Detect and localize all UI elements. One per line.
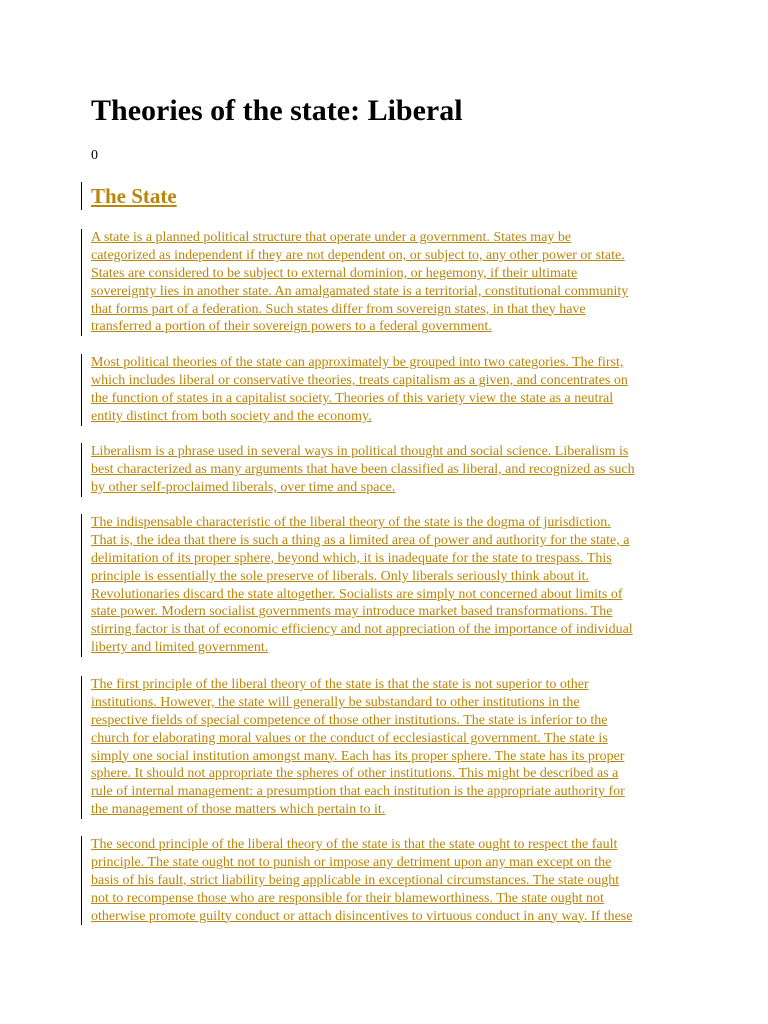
document-title: Theories of the state: Liberal [91, 94, 463, 127]
paragraph-line [91, 372, 681, 390]
paragraph-line [91, 603, 681, 621]
paragraph-link-text[interactable]: categorized as independent if they are not dependent on, or subject to, any other power or state. [91, 247, 625, 263]
paragraph-line [91, 247, 681, 265]
paragraph [81, 836, 681, 925]
paragraph-line [91, 390, 681, 408]
paragraph-line [91, 479, 681, 497]
paragraph-line [91, 712, 681, 730]
paragraph-line [91, 801, 681, 819]
paragraph-line [91, 765, 681, 783]
paragraph-link-text[interactable]: respective fields of special competence of those other institutions. The state is inferior to the [91, 712, 608, 728]
paragraph-link-text[interactable]: not to recompense those who are responsible for their blameworthiness. The state ought not [91, 890, 604, 906]
section-heading-link[interactable]: The State [91, 184, 177, 208]
paragraph-link-text[interactable]: delimitation of its proper sphere, beyond which, it is inadequate for the state to trespass. This [91, 550, 612, 566]
paragraph-link-text[interactable]: by other self-proclaimed liberals, over time and space. [91, 479, 396, 495]
paragraph [81, 676, 681, 819]
paragraph-line [91, 836, 681, 854]
paragraph-line [91, 748, 681, 766]
section-heading [81, 182, 177, 210]
paragraph-line [91, 265, 681, 283]
paragraph-line [91, 301, 681, 319]
paragraph-line [91, 621, 681, 639]
paragraph-link-text[interactable]: liberty and limited government. [91, 640, 269, 656]
paragraph-line [91, 408, 681, 426]
paragraph-link-text[interactable]: Revolutionaries discard the state altogether. Socialists are simply not concerned about limits of [91, 586, 623, 602]
paragraph-link-text[interactable]: best characterized as many arguments that have been classified as liberal, and recognized as such [91, 461, 635, 477]
paragraph-line [91, 318, 681, 336]
paragraph-line [91, 229, 681, 247]
paragraph-link-text[interactable]: rule of internal management: a presumption that each institution is the appropriate authority for [91, 784, 625, 800]
paragraph-line [91, 514, 681, 532]
paragraph-link-text[interactable]: sphere. It should not appropriate the spheres of other institutions. This might be described as a [91, 766, 619, 782]
paragraph-link-text[interactable]: institutions. However, the state will generally be substandard to other institutions in the [91, 694, 580, 710]
paragraph-line [91, 872, 681, 890]
paragraph-link-text[interactable]: States are considered to be subject to external dominion, or hegemony, if their ultimate [91, 265, 578, 281]
paragraph-line [91, 568, 681, 586]
paragraph-link-text[interactable]: Liberalism is a phrase used in several ways in political thought and social science. Liberalism is [91, 444, 629, 459]
paragraph-link-text[interactable]: church for elaborating moral values or the conduct of ecclesiastical government. The state is [91, 730, 608, 746]
paragraph-line [91, 676, 681, 694]
paragraph-link-text[interactable]: transferred a portion of their sovereign powers to a federal government. [91, 319, 492, 335]
paragraph-line [91, 461, 681, 479]
paragraph-link-text[interactable]: basis of his fault, strict liability being applicable in exceptional circumstances. The state ought [91, 872, 620, 888]
paragraph-link-text[interactable]: Most political theories of the state can approximately be grouped into two categories. The first, [91, 355, 624, 370]
paragraph-link-text[interactable]: The indispensable characteristic of the liberal theory of the state is the dogma of jurisdiction. [91, 515, 611, 530]
paragraph-link-text[interactable]: The first principle of the liberal theory of the state is that the state is not superior to other [91, 677, 589, 692]
paragraph-line [91, 283, 681, 301]
paragraph-line [91, 354, 681, 372]
paragraph-link-text[interactable]: principle. The state ought not to punish or impose any detriment upon any man except on the [91, 854, 612, 870]
paragraph-link-text[interactable]: state power. Modern socialist governments may introduce market based transformations. The [91, 604, 613, 620]
paragraph-link-text[interactable]: stirring factor is that of economic efficiency and not appreciation of the importance of individual [91, 622, 633, 638]
paragraph-line [91, 586, 681, 604]
paragraph-link-text[interactable]: otherwise promote guilty conduct or attach disincentives to virtuous conduct in any way. If these [91, 908, 633, 924]
paragraph-link-text[interactable]: principle is essentially the sole preserve of liberals. Only liberals seriously think about it. [91, 568, 590, 584]
paragraph-line [91, 550, 681, 568]
paragraph [81, 354, 681, 426]
paragraph-link-text[interactable]: The second principle of the liberal theory of the state is that the state ought to respect the fault [91, 837, 618, 852]
paragraph-line [91, 639, 681, 657]
paragraph-link-text[interactable]: That is, the idea that there is such a thing as a limited area of power and authority for the state, a [91, 532, 630, 548]
paragraph-link-text[interactable]: which includes liberal or conservative theories, treats capitalism as a given, and concentrates on [91, 372, 628, 388]
paragraph-line [91, 908, 681, 926]
document-count: 0 [91, 148, 98, 163]
paragraph-link-text[interactable]: A state is a planned political structure that operate under a government. States may be [91, 230, 572, 245]
paragraph-link-text[interactable]: sovereignty lies in another state. An amalgamated state is a territorial, constitutional community [91, 283, 629, 299]
paragraph [81, 514, 681, 657]
paragraph-link-text[interactable]: entity distinct from both society and the economy. [91, 408, 372, 424]
paragraph-line [91, 730, 681, 748]
paragraph [81, 443, 681, 497]
paragraph-link-text[interactable]: the function of states in a capitalist society. Theories of this variety view the state as a neutral [91, 390, 614, 406]
paragraph-link-text[interactable]: the management of those matters which pertain to it. [91, 802, 386, 818]
paragraph-link-text[interactable]: simply one social institution amongst many. Each has its proper sphere. The state has its proper [91, 748, 625, 764]
paragraph-line [91, 532, 681, 550]
paragraph-line [91, 694, 681, 712]
paragraph-line [91, 890, 681, 908]
paragraph-line [91, 783, 681, 801]
paragraph-line [91, 443, 681, 461]
paragraph [81, 229, 681, 336]
paragraph-link-text[interactable]: that forms part of a federation. Such states differ from sovereign states, in that they have [91, 301, 586, 317]
paragraph-line [91, 854, 681, 872]
